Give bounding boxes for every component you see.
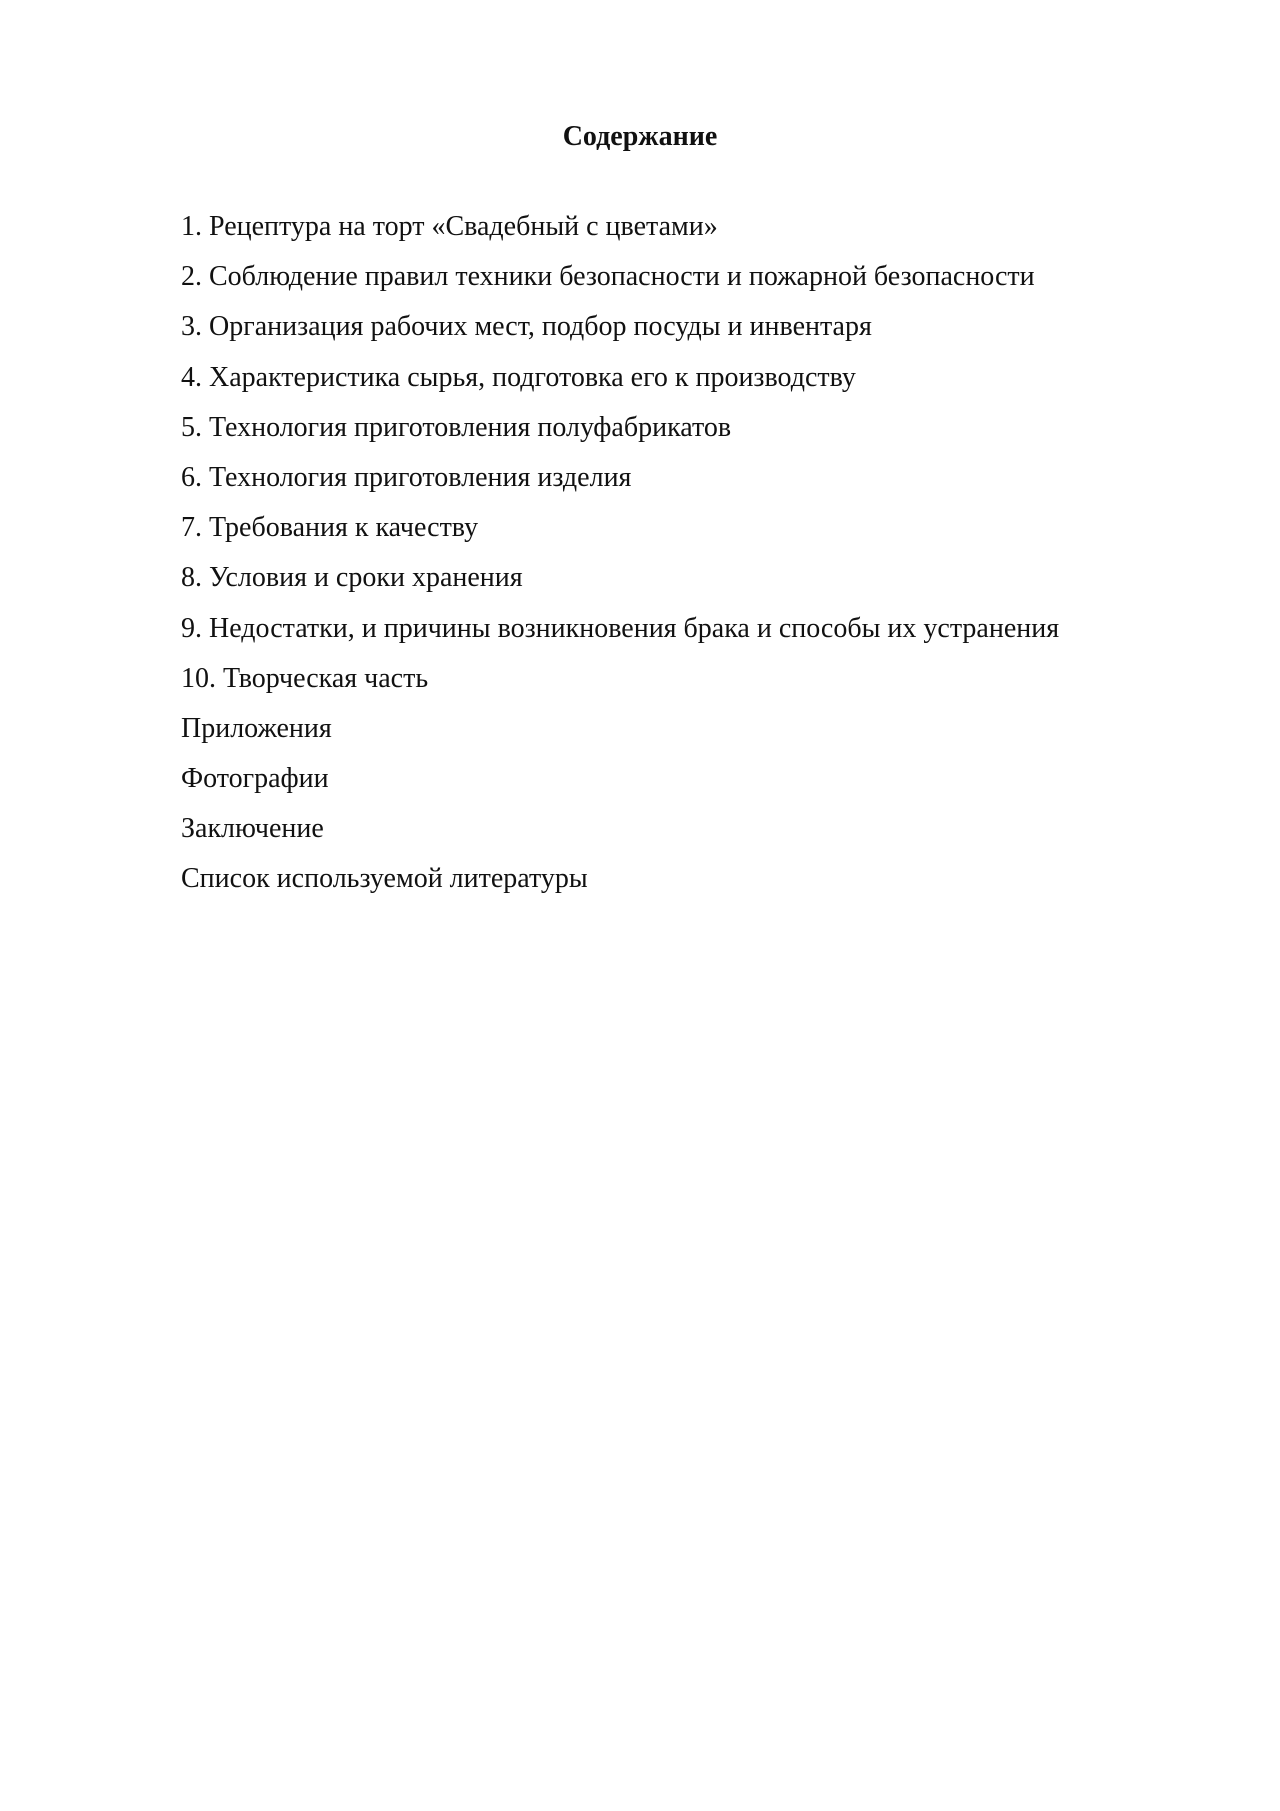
toc-item: 4. Характеристика сырья, подготовка его к производству [181, 361, 856, 393]
toc-item: Приложения [181, 712, 332, 744]
toc-item: 1. Рецептура на торт «Свадебный с цветами» [181, 211, 718, 242]
toc-item: 6. Технология приготовления изделия [181, 461, 632, 493]
toc-item: Заключение [181, 813, 324, 845]
toc-item: Фотографии [181, 763, 329, 795]
table-of-contents [181, 210, 1059, 913]
page-title: Содержание [562, 121, 718, 152]
toc-item: 2. Соблюдение правил техники безопасности и пожарной безопасности [181, 261, 1035, 293]
toc-item: 9. Недостатки, и причины возникновения брака и способы их устранения [181, 612, 1060, 644]
toc-item: 10. Творческая часть [181, 662, 429, 694]
toc-item: 3. Организация рабочих мест, подбор посуды и инвентаря [181, 311, 872, 343]
toc-item: 8. Условия и сроки хранения [181, 562, 523, 594]
toc-item: Список используемой литературы [181, 863, 588, 895]
toc-item: 5. Технология приготовления полуфабрикатов [181, 411, 732, 443]
toc-item: 7. Требования к качеству [181, 512, 479, 544]
